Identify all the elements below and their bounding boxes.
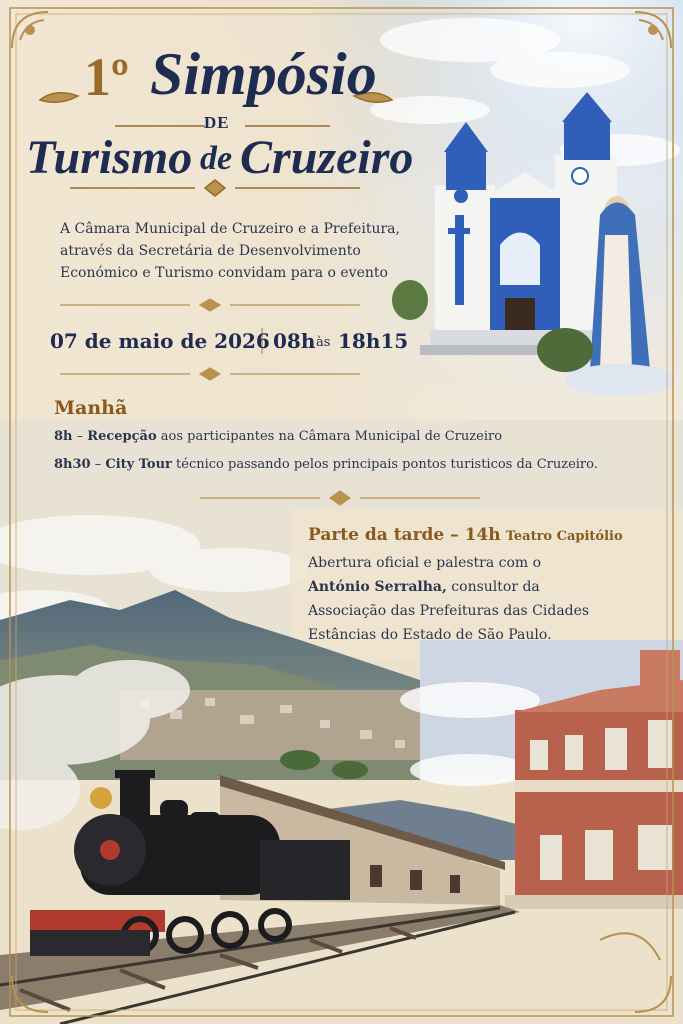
title-cruzeiro: Cruzeiro: [240, 131, 414, 184]
morning-item-2-time: 8h30: [54, 457, 91, 472]
event-start-time: 08h: [273, 329, 316, 353]
afternoon-line-4: Estâncias do Estado de São Paulo.: [308, 627, 552, 643]
morning-item-2-title: City Tour: [105, 457, 172, 472]
event-end-time: 18h15: [338, 329, 409, 353]
afternoon-speaker-role: consultor da: [451, 579, 540, 595]
morning-item-1-dash: –: [76, 429, 84, 444]
afternoon-speaker: António Serralha,: [308, 579, 447, 595]
afternoon-line-1: Abertura oficial e palestra com o: [308, 555, 542, 571]
title-connector-de: DE: [204, 113, 230, 132]
event-time-between: às: [316, 335, 331, 350]
morning-item-2-dash: –: [94, 457, 102, 472]
title-ordinal: 1º: [84, 47, 129, 107]
afternoon-line-3: Associação das Prefeituras das Cidades: [308, 603, 590, 619]
event-date: 07 de maio de 2026: [50, 329, 270, 353]
title-connector-de-2: de: [200, 140, 233, 177]
afternoon-line-2: [308, 579, 540, 595]
afternoon-heading-block: [308, 525, 623, 545]
afternoon-heading: Parte da tarde – 14h: [308, 525, 501, 545]
morning-item-1-time: 8h: [54, 429, 73, 444]
morning-item-1-detail: aos participantes na Câmara Municipal de Cruzeiro: [160, 429, 503, 444]
morning-item-1-title: Recepção: [87, 429, 157, 444]
title-simposio: Simpósio: [150, 41, 377, 107]
morning-item-2-detail: técnico passando pelos principais pontos turisticos da Cruzeiro.: [176, 457, 598, 472]
morning-heading: Manhã: [54, 397, 128, 419]
morning-item-2: [54, 457, 598, 472]
title-turismo: Turismo: [26, 131, 193, 184]
intro-line-1: A Câmara Municipal de Cruzeiro e a Prefeitura,: [60, 221, 400, 237]
afternoon-venue: Teatro Capitólio: [505, 529, 623, 544]
morning-item-1: [54, 429, 502, 444]
intro-line-3: Económico e Turismo convidam para o evento: [60, 265, 388, 281]
intro-line-2: através da Secretária de Desenvolvimento: [60, 243, 361, 259]
